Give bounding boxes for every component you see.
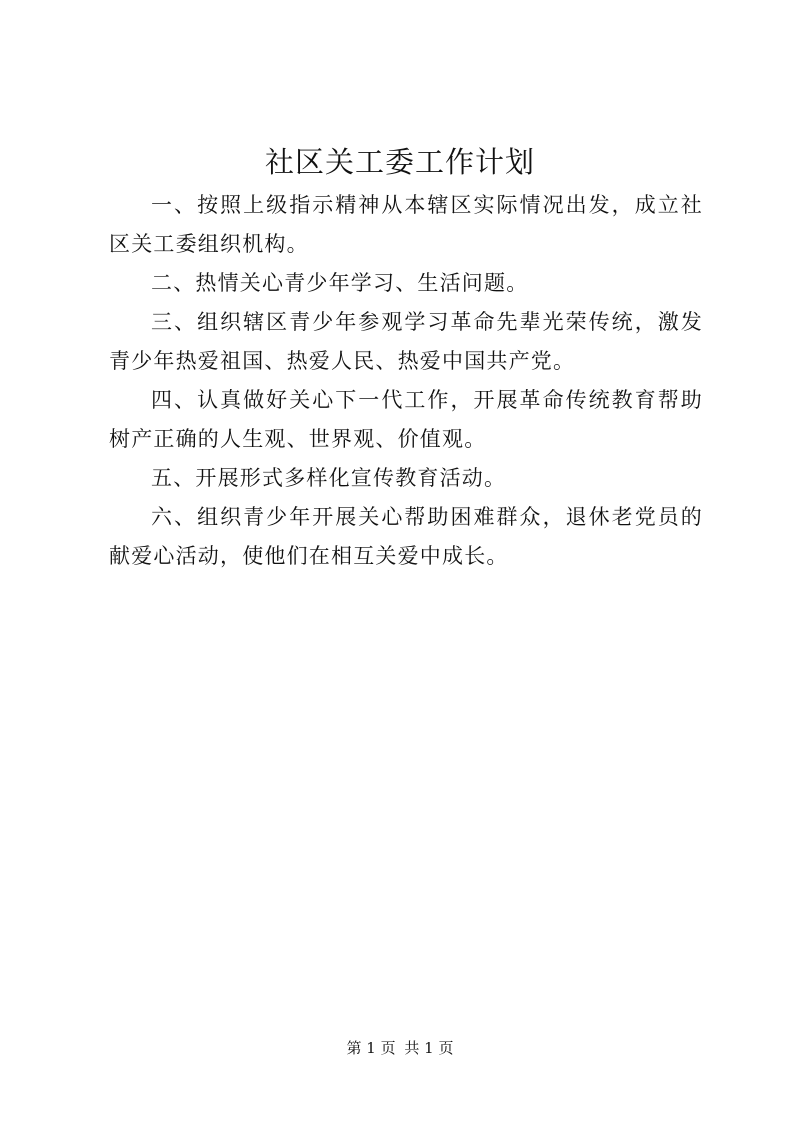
paragraph-5: 五、开展形式多样化宣传教育活动。: [151, 466, 507, 490]
paragraph-6: 六、组织青少年开展关心帮助困难群众，退休老党员的献爱心活动，使他们在相互关爱中成长。: [109, 505, 703, 568]
page-title: 社区关工委工作计划: [264, 145, 535, 179]
paragraph-4: 四、认真做好关心下一代工作，开展革命传统教育帮助树产正确的人生观、世界观、价值观。: [109, 388, 703, 451]
paragraph-2: 二、热情关心青少年学习、生活问题。: [151, 271, 529, 295]
page-number: 第 1 页: [346, 1039, 396, 1057]
document-body: [109, 186, 703, 576]
page-footer: [0, 1038, 800, 1058]
paragraph-3: 三、组织辖区青少年参观学习革命先辈光荣传统，激发青少年热爱祖国、热爱人民、热爱中国共产党。: [109, 310, 703, 373]
total-pages: 共 1 页: [404, 1039, 454, 1057]
paragraph-1: 一、按照上级指示精神从本辖区实际情况出发，成立社区关工委组织机构。: [109, 193, 703, 256]
